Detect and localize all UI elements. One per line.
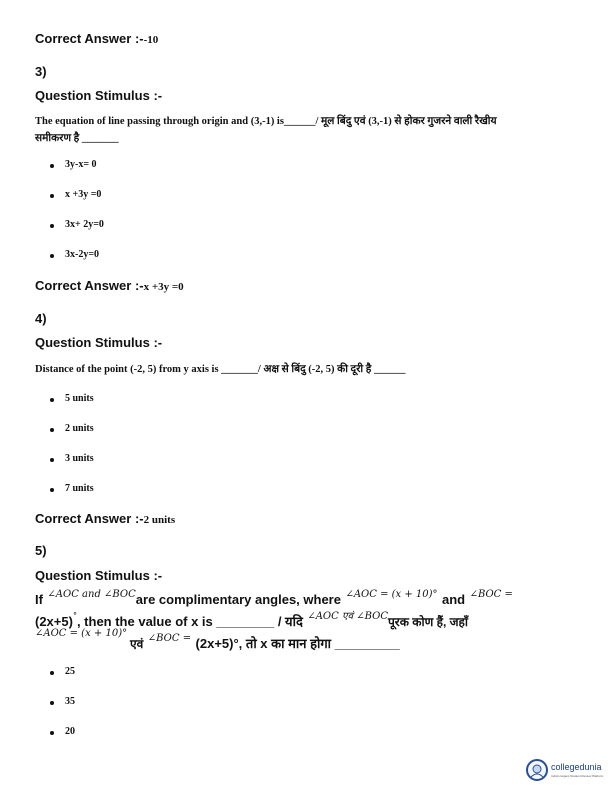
question-stimulus-text-5-line3b: एवं $^{\angle BOC =}$ (2x+5)°, तो x का मान होगा _________ xyxy=(130,633,400,651)
question-stimulus-text-4: Distance of the point (-2, 5) from y axis is _______/ अक्ष से बिंदु (-2, 5) की दूरी है ______ xyxy=(35,364,406,375)
correct-answer-label: Correct Answer :- xyxy=(35,511,144,526)
correct-answer-q3 xyxy=(35,277,184,295)
question-number-4: 4) xyxy=(35,311,47,326)
bullet-icon xyxy=(50,428,54,432)
question-stimulus-text-3-line1: The equation of line passing through origin and (3,-1) is______/ मूल बिंदु एवं (3,-1) से होकर गुजरने वाली रैखीय xyxy=(35,116,497,127)
bullet-icon xyxy=(50,701,54,705)
correct-answer-q2 xyxy=(35,30,158,48)
option-q3-2: x +3y =0 xyxy=(65,189,102,200)
bullet-icon xyxy=(50,194,54,198)
bullet-icon xyxy=(50,254,54,258)
option-q4-3: 3 units xyxy=(65,453,94,464)
option-q3-4: 3x-2y=0 xyxy=(65,249,100,260)
correct-answer-value: -10 xyxy=(143,34,159,46)
question-stimulus-label-3: Question Stimulus :- xyxy=(35,88,163,103)
option-q5-3: 20 xyxy=(65,726,75,737)
correct-answer-value: x +3y =0 xyxy=(143,281,184,293)
option-q3-1: 3y-x= 0 xyxy=(65,159,97,170)
option-q5-1: 25 xyxy=(65,666,75,677)
question-stimulus-label-4: Question Stimulus :- xyxy=(35,335,163,350)
bullet-icon xyxy=(50,488,54,492)
option-q3-3: 3x+ 2y=0 xyxy=(65,219,104,230)
bullet-icon xyxy=(50,458,54,462)
correct-answer-value: 2 units xyxy=(143,514,176,526)
question-number-5: 5) xyxy=(35,543,47,558)
question-stimulus-text-5-line2: (2x+5)°, then the value of x is ________ / यदि $^{\angle AOC एवं \angle BOC}$पूरक कोण हैं, जहाँ xyxy=(35,611,469,629)
correct-answer-q4 xyxy=(35,510,175,528)
option-q4-1: 5 units xyxy=(65,393,94,404)
bullet-icon xyxy=(50,398,54,402)
correct-answer-label: Correct Answer :- xyxy=(35,31,144,46)
collegedunia-logo xyxy=(526,757,606,787)
bullet-icon xyxy=(50,224,54,228)
question-stimulus-text-5-line1: If $^{\angle AOC and \angle BOC}$are complimentary angles, where $^{\angle AOC = (x + 10)^\circ}$ and $^{\angle BOC =}$ xyxy=(35,589,513,607)
bullet-icon xyxy=(50,164,54,168)
correct-answer-label: Correct Answer :- xyxy=(35,278,144,293)
option-q4-4: 7 units xyxy=(65,483,94,494)
logo-tagline: India's largest Student Review Platform xyxy=(551,774,604,778)
question-stimulus-label-5: Question Stimulus :- xyxy=(35,568,163,583)
question-number-3: 3) xyxy=(35,64,47,79)
question-stimulus-text-5-line3a: ∠AOC = (x + 10)° xyxy=(35,628,128,639)
logo-name: collegedunia xyxy=(551,762,602,772)
question-stimulus-text-3-line2: समीकरण है _______ xyxy=(35,133,119,144)
option-q5-2: 35 xyxy=(65,696,75,707)
logo-icon xyxy=(526,759,548,781)
bullet-icon xyxy=(50,731,54,735)
option-q4-2: 2 units xyxy=(65,423,94,434)
bullet-icon xyxy=(50,671,54,675)
